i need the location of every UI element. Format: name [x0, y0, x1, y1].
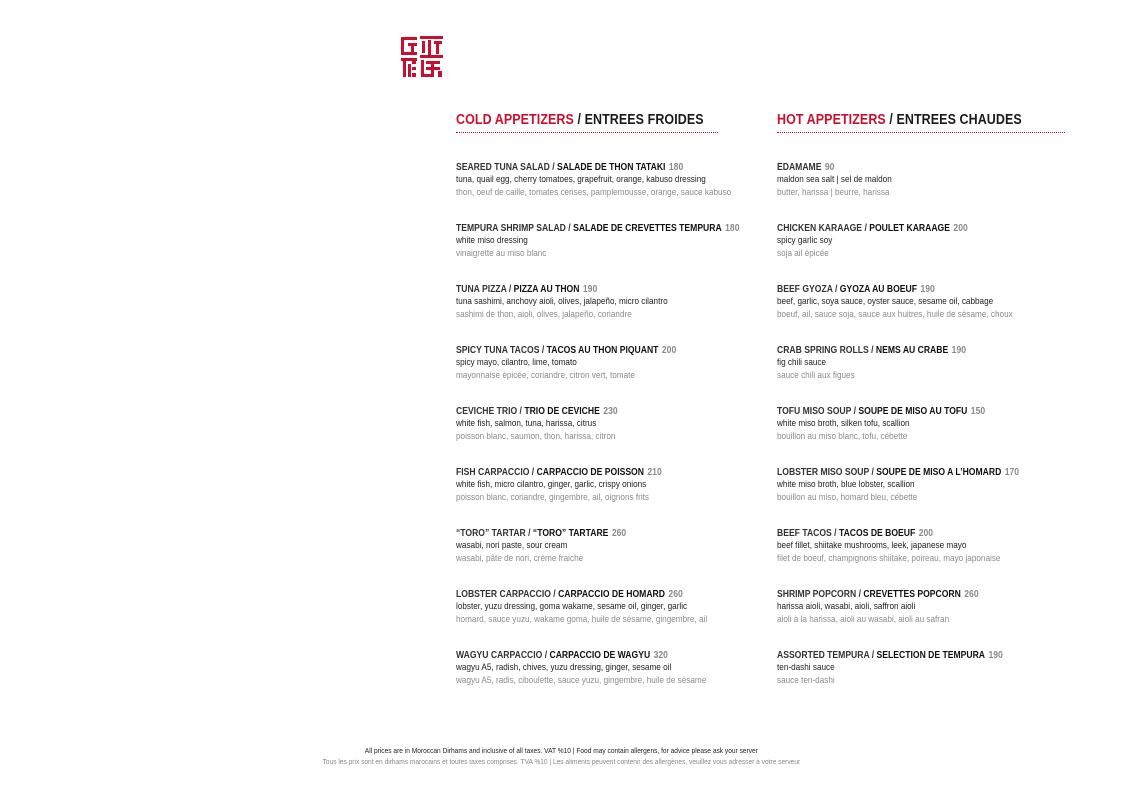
menu-item-name-fr: SOUPE DE MISO A L’HOMARD [876, 467, 1002, 478]
menu-item-price: 190 [988, 650, 1003, 661]
menu-item-heading [456, 222, 740, 235]
menu-item [777, 161, 1065, 222]
menu-item-name-fr: POULET KARAAGE [869, 223, 950, 234]
menu-item-heading [777, 527, 1025, 540]
menu-item [456, 588, 718, 649]
hot-section-title: HOT APPETIZERS / ENTREES CHAUDES [777, 112, 1022, 128]
menu-item-name-en: LOBSTER MISO SOUP [777, 467, 870, 478]
menu-item [456, 527, 718, 588]
cold-items-list [456, 161, 740, 710]
menu-item-name-en: CEVICHE TRIO [456, 406, 518, 417]
menu-item-name-en: CRAB SPRING ROLLS [777, 345, 869, 356]
menu-item-description-fr: bouillon au miso, homard bleu, cébette [777, 491, 918, 503]
menu-item-heading [456, 649, 681, 662]
menu-item-name-en: SHRIMP POPCORN [777, 589, 857, 600]
menu-item-heading [777, 222, 1025, 235]
menu-item-name-fr: NEMS AU CRABE [875, 345, 949, 356]
menu-item-description-fr: poisson blanc, saumon, thon, harissa, citron [456, 430, 616, 442]
menu-item-price: 200 [918, 528, 934, 539]
menu-item-name-separator: / [869, 650, 877, 661]
menu-item-name-en: TUNA PIZZA [456, 284, 507, 295]
menu-item-heading [777, 466, 1025, 479]
menu-item-name-separator: / [506, 284, 514, 295]
menu-item [456, 344, 718, 405]
menu-item [777, 649, 1065, 710]
menu-item [456, 649, 718, 710]
menu-item-heading [777, 344, 1025, 357]
menu-item-description-fr: sashimi de thon, aioli, olives, jalapeño, coriandre [456, 308, 632, 320]
menu-item-description-en: harissa aioli, wasabi, aioli, saffron aioli [777, 601, 916, 612]
menu-item-name-fr: “TORO” TARTARE [532, 528, 609, 539]
menu-item-name-separator: / [868, 345, 876, 356]
menu-item-name-separator: / [539, 345, 547, 356]
menu-item-description-en: wagyu A5, radish, chives, yuzu dressing, ginger, sesame oil [456, 662, 672, 673]
menu-item-heading [456, 405, 681, 418]
menu-item-price: 90 [824, 162, 835, 173]
menu-item-price: 200 [953, 223, 968, 234]
menu-item-heading [456, 588, 681, 601]
menu-item-description-en: beef fillet, shiitake mushrooms, leek, japanese mayo [777, 540, 967, 551]
menu-item [777, 283, 1065, 344]
menu-item-description-en: wasabi, nori paste, sour cream [456, 540, 568, 551]
menu-item-name-separator: / [856, 589, 864, 600]
menu-item-name-en: TEMPURA SHRIMP SALAD [456, 223, 566, 234]
menu-item [777, 466, 1065, 527]
menu-item-name-fr: TRIO DE CEVICHE [524, 406, 600, 417]
menu-item-name-en: LOBSTER CARPACCIO [456, 589, 551, 600]
menu-item-name-separator: / [542, 650, 550, 661]
menu-item-name-en: SEARED TUNA SALAD [456, 162, 550, 173]
menu-item-name-fr: SALADE DE CREVETTES TEMPURA [573, 223, 722, 234]
menu-item-name-fr: CARPACCIO DE POISSON [536, 467, 644, 478]
menu-item-description-en: beef, garlic, soya sauce, oyster sauce, sesame oil, cabbage [777, 296, 994, 307]
hot-title-divider [777, 132, 1065, 133]
menu-item-name-separator: / [869, 467, 877, 478]
menu-item-description-fr: sauce ten-dashi [777, 674, 835, 686]
menu-item-description-en: white fish, micro cilantro, ginger, garlic, crispy onions [456, 479, 647, 490]
menu-item-description-fr: aioli à la harissa, aioli au wasabi, aioli au safran [777, 613, 950, 625]
menu-item-description-en: spicy garlic soy [777, 235, 833, 246]
menu-item-description-fr: vinaigrette au miso blanc [456, 247, 547, 259]
menu-item-price: 260 [668, 589, 683, 600]
menu-item-name-separator: / [832, 284, 840, 295]
red-seal-logo-icon [400, 35, 444, 79]
menu-item-heading [456, 344, 681, 357]
cold-appetizers-section [456, 110, 740, 710]
menu-item-description-fr: bouillon au miso blanc, tofu, cébette [777, 430, 908, 442]
menu-item-name-fr: CARPACCIO DE WAGYU [549, 650, 651, 661]
menu-item-description-en: white fish, salmon, tuna, harissa, citrus [456, 418, 597, 429]
menu-item [777, 405, 1065, 466]
menu-item-name-separator: / [565, 223, 574, 234]
hot-appetizers-section [777, 110, 1065, 710]
menu-item-name-fr: PIZZA AU THON [513, 284, 580, 295]
menu-item-description-en: white miso broth, silken tofu, scallion [777, 418, 910, 429]
menu-item-price: 260 [964, 589, 979, 600]
menu-item-price: 320 [653, 650, 668, 661]
menu-item-name-fr: TACOS AU THON PIQUANT [546, 345, 659, 356]
menu-item-name-fr: CREVETTES POPCORN [863, 589, 961, 600]
menu-item-name-separator: / [525, 528, 533, 539]
menu-item-name-en: FISH CARPACCIO [456, 467, 530, 478]
menu-item-heading [777, 161, 1025, 174]
menu-item [456, 161, 732, 222]
menu-item [777, 344, 1065, 405]
cold-title-divider [456, 132, 718, 133]
menu-item-description-en: white miso broth, blue lobster, scallion [777, 479, 915, 490]
menu-item-price: 190 [920, 284, 935, 295]
menu-item-heading [777, 649, 1025, 662]
menu-item-price: 210 [647, 467, 662, 478]
menu-item-name-fr: SALADE DE THON TATAKI [556, 162, 666, 173]
menu-item-name-fr: GYOZA AU BOEUF [839, 284, 918, 295]
menu-item-description-fr: homard, sauce yuzu, wakame goma, huile de sésame, gingembre, ail [456, 613, 708, 625]
menu-item-heading [777, 405, 1025, 418]
menu-item-name-separator: / [529, 467, 537, 478]
menu-item-price: 150 [970, 406, 986, 417]
menu-item-description-fr: poisson blanc, coriandre, gingembre, ail, oignons frits [456, 491, 650, 503]
menu-item-description-en: tuna sashimi, anchovy aioli, olives, jalapeño, micro cilantro [456, 296, 668, 307]
footer-note-en: All prices are in Moroccan Dirhams and inclusive of all taxes. VAT %10 | Food may contain allergens, for advice please ask your server [364, 746, 758, 755]
menu-item-description-fr: filet de boeuf, champignons shiitake, poireau, mayo japonaise [777, 552, 1001, 564]
menu-item-name-separator: / [831, 528, 839, 539]
menu-item-heading [456, 161, 684, 174]
menu-item-heading [777, 283, 1025, 296]
menu-item-name-en: CHICKEN KARAAGE [777, 223, 863, 234]
menu-item [777, 527, 1065, 588]
menu-item-name-en: TOFU MISO SOUP [777, 406, 852, 417]
menu-item [456, 283, 718, 344]
cold-section-title: COLD APPETIZERS / ENTREES FROIDES [456, 112, 704, 128]
menu-item-name-en: WAGYU CARPACCIO [456, 650, 543, 661]
menu-item-name-en: ASSORTED TEMPURA [777, 650, 870, 661]
menu-item-price: 190 [582, 284, 598, 295]
menu-item-heading [456, 466, 681, 479]
menu-item-heading [777, 588, 1025, 601]
menu-item-description-en: ten-dashi sauce [777, 662, 835, 673]
menu-item-description-fr: sauce chili aux figues [777, 369, 855, 381]
menu-item-name-en: SPICY TUNA TACOS [456, 345, 540, 356]
menu-item-description-fr: mayonnaise épicée, coriandre, citron vert, tomate [456, 369, 635, 381]
menu-item [777, 588, 1065, 649]
menu-item-name-fr: TACOS DE BOEUF [838, 528, 916, 539]
menu-item-price: 180 [725, 223, 740, 234]
menu-item-price: 260 [611, 528, 627, 539]
menu-item-name-fr: SELECTION DE TEMPURA [876, 650, 986, 661]
menu-item-description-en: tuna, quail egg, cherry tomatoes, grapefruit, orange, kabuso dressing [456, 174, 706, 185]
menu-item-price: 200 [661, 345, 677, 356]
menu-item-name-fr: SOUPE DE MISO AU TOFU [858, 406, 968, 417]
menu-item [777, 222, 1065, 283]
footer-note-fr: Tous les prix sont en dirhams marocains et toutes taxes comprises. TVA %10 | Les aliments peuvent contenir des allergènes, veuillez vous adresser à votre serveur [322, 757, 800, 766]
menu-item-description-en: fig chili sauce [777, 357, 827, 368]
menu-item-description-en: spicy mayo, cilantro, lime, tomato [456, 357, 577, 368]
menu-item-description-fr: soja ail épicée [777, 247, 829, 259]
menu-item-description-en: maldon sea salt | sel de maldon [777, 174, 892, 185]
menu-item-name-separator: / [851, 406, 859, 417]
menu-item-name-separator: / [549, 162, 557, 173]
menu-item [456, 405, 718, 466]
menu-item-name-separator: / [517, 406, 525, 417]
menu-item [456, 222, 740, 283]
menu-item-description-en: lobster, yuzu dressing, goma wakame, sesame oil, ginger, garlic [456, 601, 688, 612]
menu-item-heading [456, 527, 681, 540]
menu-item-name-en: EDAMAME [777, 162, 822, 173]
menu-item-price: 190 [951, 345, 967, 356]
menu-item-name-en: BEEF TACOS [777, 528, 832, 539]
menu-item-description-en: white miso dressing [456, 235, 528, 246]
menu-item-heading [456, 283, 681, 296]
menu-item-name-fr: CARPACCIO DE HOMARD [558, 589, 665, 600]
menu-item-price: 180 [668, 162, 684, 173]
menu-item-name-separator: / [550, 589, 559, 600]
menu-item-description-fr: butter, harissa | beurre, harissa [777, 186, 890, 198]
menu-item-name-separator: / [862, 223, 870, 234]
menu-item-price: 230 [603, 406, 618, 417]
hot-items-list [777, 161, 1065, 710]
menu-item-price: 170 [1004, 467, 1020, 478]
menu-item-description-fr: boeuf, ail, sauce soja, sauce aux huitres, huile de sésame, choux [777, 308, 1013, 320]
menu-item [456, 466, 718, 527]
menu-item-description-fr: thon, oeuf de caille, tomates cerises, pamplemousse, orange, sauce kabuso [456, 186, 732, 198]
menu-item-description-fr: wasabi, pâte de nori, crème fraiche [456, 552, 584, 564]
menu-item-description-fr: wagyu A5, radis, ciboulette, sauce yuzu, gingembre, huile de sésame [456, 674, 707, 686]
menu-item-name-en: “TORO” TARTAR [456, 528, 526, 539]
menu-item-name-en: BEEF GYOZA [777, 284, 833, 295]
